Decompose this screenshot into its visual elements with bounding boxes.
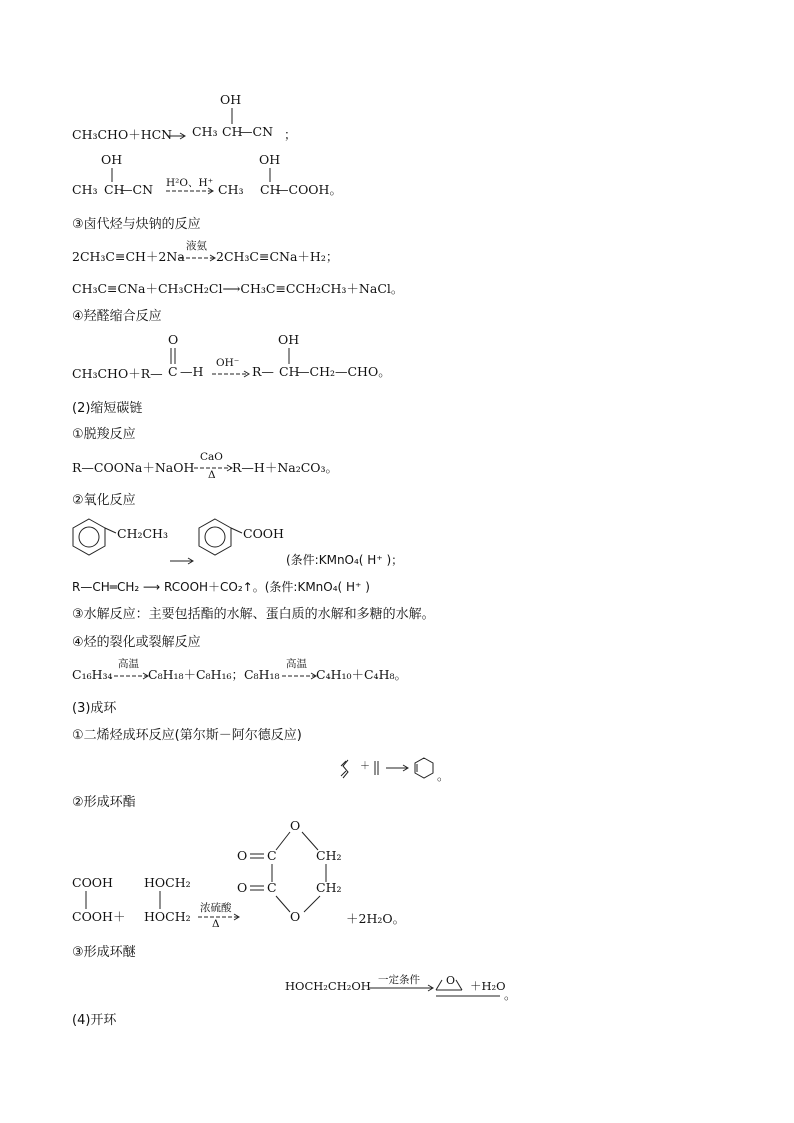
p2-sub1: CH₂CH₃ (117, 526, 168, 541)
p3-o-top: O (290, 818, 301, 833)
p3-ch2b: CH₂ (316, 880, 342, 895)
p3-heading: (3)成环 (72, 701, 117, 716)
p3-o-l1: O (237, 848, 248, 863)
p3-o-l2: O (237, 880, 248, 895)
r1-p2: CH (222, 124, 243, 139)
p3-ether-cond: 一定条件 (378, 974, 420, 986)
r1-oh: OH (220, 92, 242, 107)
r1-end: ； (284, 127, 297, 142)
r2-a1: CH₃ (72, 182, 98, 197)
p2-s1: ①脱羧反应 (72, 427, 136, 442)
p3-cond-bot: Δ (212, 918, 220, 930)
p3-c2: C (267, 880, 277, 895)
s4-o: O (168, 332, 179, 347)
p3-end1: 。 (437, 768, 450, 783)
s3-heading: ③卤代烃与炔钠的反应 (72, 217, 201, 232)
r2-oh-b: OH (259, 152, 281, 167)
r2-b2: CH (260, 182, 281, 197)
p3-cond-top: 浓硫酸 (200, 902, 232, 914)
p2-eq1-right: R—H＋Na₂CO₃。 (232, 460, 339, 475)
p4-heading: (4)开环 (72, 1013, 117, 1028)
r1-p3: —CN (240, 124, 274, 139)
r2-b1: CH₃ (218, 182, 244, 197)
p2-eq4-a: C₁₆H₃₄ (72, 667, 113, 682)
r2-b3: —COOH。 (276, 182, 342, 197)
p3-s3: ③形成环醚 (72, 945, 136, 960)
s3-eq1-right: 2CH₃C≡CNa＋H₂； (216, 249, 339, 264)
s4-cond: OH⁻ (216, 357, 240, 369)
p2-sub2: COOH (243, 526, 284, 541)
p2-eq4-b: C₈H₁₈＋C₈H₁₆；C₈H₁₈ (148, 667, 280, 682)
p3-s2: ②形成环酯 (72, 795, 136, 810)
s4-l1: CH₃CHO＋R— (72, 366, 163, 381)
p2-s3: ③水解反应：主要包括酯的水解、蛋白质的水解和多糖的水解。 (72, 607, 435, 622)
s3-eq1-cond: 液氨 (186, 240, 207, 252)
p3-cooh1: COOH (72, 875, 113, 890)
s4-c: C (168, 364, 178, 379)
p2-eq4-d: C₄H₁₀＋C₄H₈。 (316, 667, 407, 682)
r2-oh-a: OH (101, 152, 123, 167)
p3-ether-right: ＋H₂O (470, 979, 506, 993)
p3-plus: ＋ (360, 761, 370, 772)
r2-cond: H²O、H⁺ (166, 177, 214, 189)
p3-c1: C (267, 848, 277, 863)
s4-oh: OH (278, 332, 300, 347)
p2-eq1-top: CaO (200, 451, 223, 463)
p3-ch2a: CH₂ (316, 848, 342, 863)
p2-eq1-left: R—COONa＋NaOH (72, 460, 195, 475)
s4-r2: CH (279, 364, 300, 379)
p2-eq1-bot: Δ (208, 469, 216, 481)
p2-eq4-c1: 高温 (118, 658, 139, 670)
r2-a2: CH (104, 182, 125, 197)
p3-s1: ①二烯烃成环反应(第尔斯－阿尔德反应) (72, 728, 302, 743)
r1-p1: CH₃ (192, 124, 218, 139)
p3-ether-o: O (446, 974, 456, 987)
p3-end3: 。 (504, 987, 517, 1002)
p2-cond1: (条件:KMnO₄( H⁺ )； (286, 553, 404, 567)
p3-hoch1: HOCH₂ (144, 875, 191, 890)
r1-lhs: CH₃CHO＋HCN (72, 127, 173, 142)
p3-o-bot: O (290, 909, 301, 924)
p3-ether-left: HOCH₂CH₂OH (285, 979, 371, 993)
p3-cooh2: COOH＋ (72, 909, 126, 924)
s4-r3: —CH₂—CHO。 (297, 364, 391, 379)
s4-heading: ④羟醛缩合反应 (72, 309, 162, 324)
p2-s4: ④烃的裂化或裂解反应 (72, 635, 201, 650)
p2-eq4-c2: 高温 (286, 658, 307, 670)
p2-s2: ②氧化反应 (72, 493, 136, 508)
p3-water: ＋2H₂O。 (346, 911, 406, 926)
r2-a3: —CN (120, 182, 154, 197)
s4-r1: R— (252, 364, 274, 379)
p2-heading: (2)缩短碳链 (72, 401, 143, 416)
s4-h: —H (180, 364, 204, 379)
s3-eq1-left: 2CH₃C≡CH＋2Na (72, 249, 185, 264)
s3-eq2: CH₃C≡CNa＋CH₃CH₂Cl⟶CH₃C≡CCH₂CH₃＋NaCl。 (72, 281, 404, 296)
p2-eq2: R—CH═CH₂ ⟶ RCOOH＋CO₂↑。(条件:KMnO₄( H⁺ ) (72, 580, 370, 594)
p3-hoch2: HOCH₂ (144, 909, 191, 924)
